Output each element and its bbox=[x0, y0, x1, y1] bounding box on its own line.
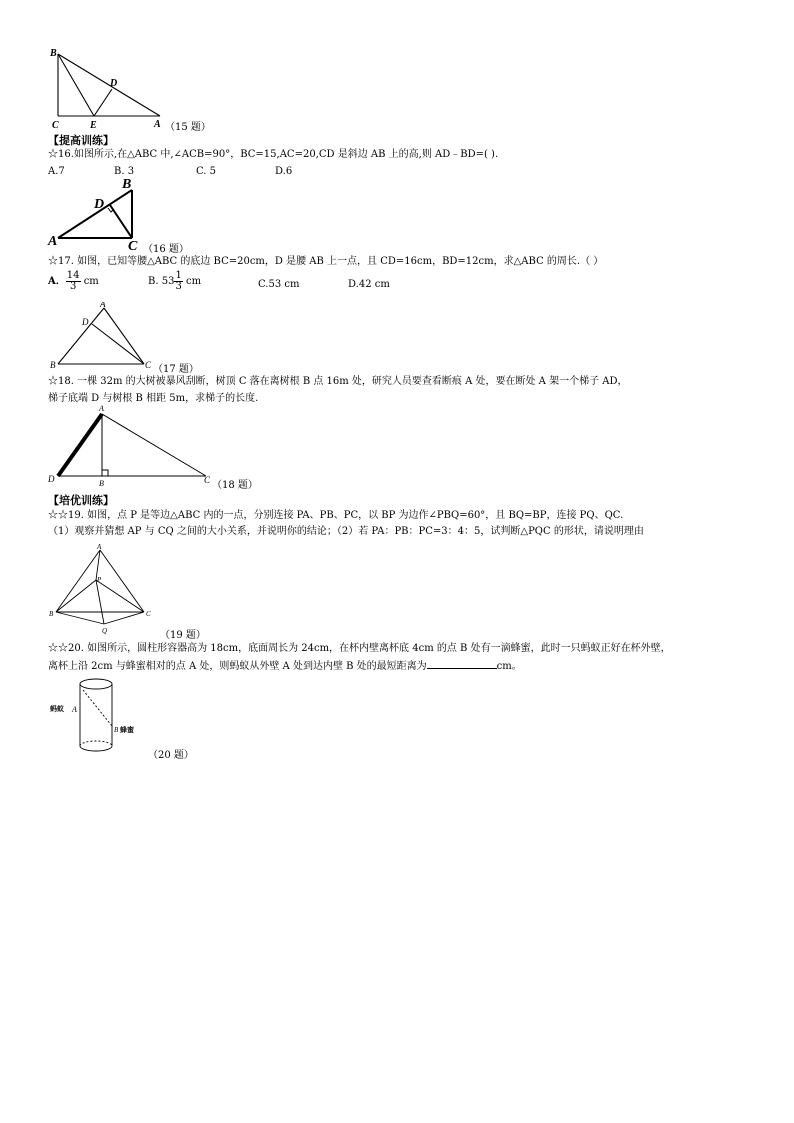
q17-option-a-fraction bbox=[66, 271, 81, 292]
caption-20: （20 题） bbox=[148, 750, 194, 761]
question-20-unit: cm。 bbox=[496, 661, 522, 672]
label-B: B bbox=[114, 726, 119, 734]
section-heading-excel: 【培优训练】 bbox=[48, 494, 114, 507]
q17-option-c: C.53 cm bbox=[258, 279, 300, 290]
question-20-line-1: ☆☆20. 如图所示，圆柱形容器高为 18cm，底面周长为 24cm，在杯内壁离杯底 4cm 的点 B 处有一滴蜂蜜，此时一只蚂蚁正好在杯外壁， bbox=[48, 643, 671, 654]
label-D: D bbox=[82, 317, 89, 327]
label-A: A bbox=[48, 234, 58, 249]
figure-20 bbox=[46, 670, 156, 758]
label-ant: 蚂蚁 bbox=[50, 705, 64, 713]
q17-option-b-prefix: B. 53 bbox=[148, 276, 175, 287]
question-17: ☆17. 如图，已知等腰△ABC 的底边 BC=20cm，D 是腰 AB 上一点，且 CD=16cm，BD=12cm，求△ABC 的周长.（ ） bbox=[48, 256, 604, 267]
caption-15: （15 题） bbox=[165, 122, 211, 133]
q17-option-b bbox=[148, 271, 201, 292]
question-16: ☆16.如图所示,在△ABC 中,∠ACB=90°，BC=15,AC=20,CD 是斜边 AB 上的高,则 AD﹣BD=( ). bbox=[48, 149, 499, 160]
fraction-denominator: 3 bbox=[69, 281, 77, 292]
label-D: D bbox=[48, 474, 55, 484]
figure-18 bbox=[44, 402, 219, 488]
q17-option-b-unit: cm bbox=[186, 276, 202, 287]
answer-blank bbox=[427, 659, 497, 669]
caption-17: （17 题） bbox=[153, 364, 199, 375]
caption-16: （16 题） bbox=[143, 244, 189, 255]
label-C: C bbox=[52, 120, 59, 131]
q17-option-d: D.42 cm bbox=[348, 279, 390, 290]
q16-option-c: C. 5 bbox=[196, 166, 217, 177]
label-C: C bbox=[128, 239, 138, 250]
label-B: B bbox=[122, 177, 132, 192]
q17-option-a bbox=[48, 271, 99, 292]
label-C: C bbox=[146, 610, 151, 618]
label-A: A bbox=[154, 119, 161, 130]
question-19-line-1: ☆☆19. 如图，点 P 是等边△ABC 内的一点，分别连接 PA、PB、PC，以 BP 为边作∠PBQ=60°，且 BQ=BP，连接 PQ、QC. bbox=[48, 510, 624, 521]
label-A: A bbox=[72, 705, 77, 714]
label-C: C bbox=[204, 475, 211, 485]
label-D: D bbox=[94, 197, 105, 212]
q16-option-a: A.7 bbox=[48, 166, 65, 177]
caption-19: （19 题） bbox=[160, 630, 206, 641]
question-19-line-2: （1）观察并猜想 AP 与 CQ 之间的大小关系，并说明你的结论；（2）若 PA：PB：PC=3：4：5，试判断△PQC 的形状，请说明理由 bbox=[48, 526, 644, 537]
label-A: A bbox=[99, 404, 104, 413]
q16-option-d: D.6 bbox=[275, 166, 293, 177]
label-Q: Q bbox=[102, 627, 108, 635]
label-P: P bbox=[97, 576, 102, 584]
figure-15 bbox=[44, 44, 174, 132]
fraction-numerator: 1 bbox=[175, 270, 182, 281]
caption-18: （18 题） bbox=[212, 480, 258, 491]
question-18-line-1: ☆18. 一棵 32m 的大树被暴风刮断，树顶 C 落在离树根 B 点 16m 处，研究人员要查看断痕 A 处，要在断处 A 架一个梯子 AD， bbox=[48, 376, 628, 387]
section-heading-improve: 【提高训练】 bbox=[48, 134, 114, 147]
question-18-line-2: 梯子底端 D 与树根 B 相距 5m，求梯子的长度. bbox=[48, 393, 259, 404]
label-C: C bbox=[145, 360, 152, 370]
fraction-denominator: 3 bbox=[175, 281, 182, 292]
label-B: B bbox=[99, 479, 104, 488]
q17-option-a-prefix: A． bbox=[48, 276, 66, 287]
label-B: B bbox=[50, 360, 56, 370]
label-B: B bbox=[50, 48, 57, 59]
question-20-line-2-text: 离杯上沿 2cm 与蜂蜜相对的点 A 处，则蚂蚁从外壁 A 处到达内壁 B 处的最短距离为 bbox=[48, 661, 427, 672]
label-A: A bbox=[97, 543, 102, 551]
q17-option-b-fraction bbox=[174, 271, 182, 292]
label-B: B bbox=[49, 610, 54, 618]
label-honey: 蜂蜜 bbox=[120, 726, 134, 734]
fraction-numerator: 14 bbox=[66, 270, 80, 281]
label-A: A bbox=[100, 302, 106, 309]
figure-16 bbox=[44, 174, 154, 250]
figure-19 bbox=[46, 540, 166, 636]
figure-17 bbox=[48, 302, 158, 374]
q17-option-a-unit: cm bbox=[83, 276, 99, 287]
q16-option-b: B. 3 bbox=[114, 166, 135, 177]
label-D: D bbox=[110, 78, 118, 89]
label-E: E bbox=[90, 120, 97, 131]
